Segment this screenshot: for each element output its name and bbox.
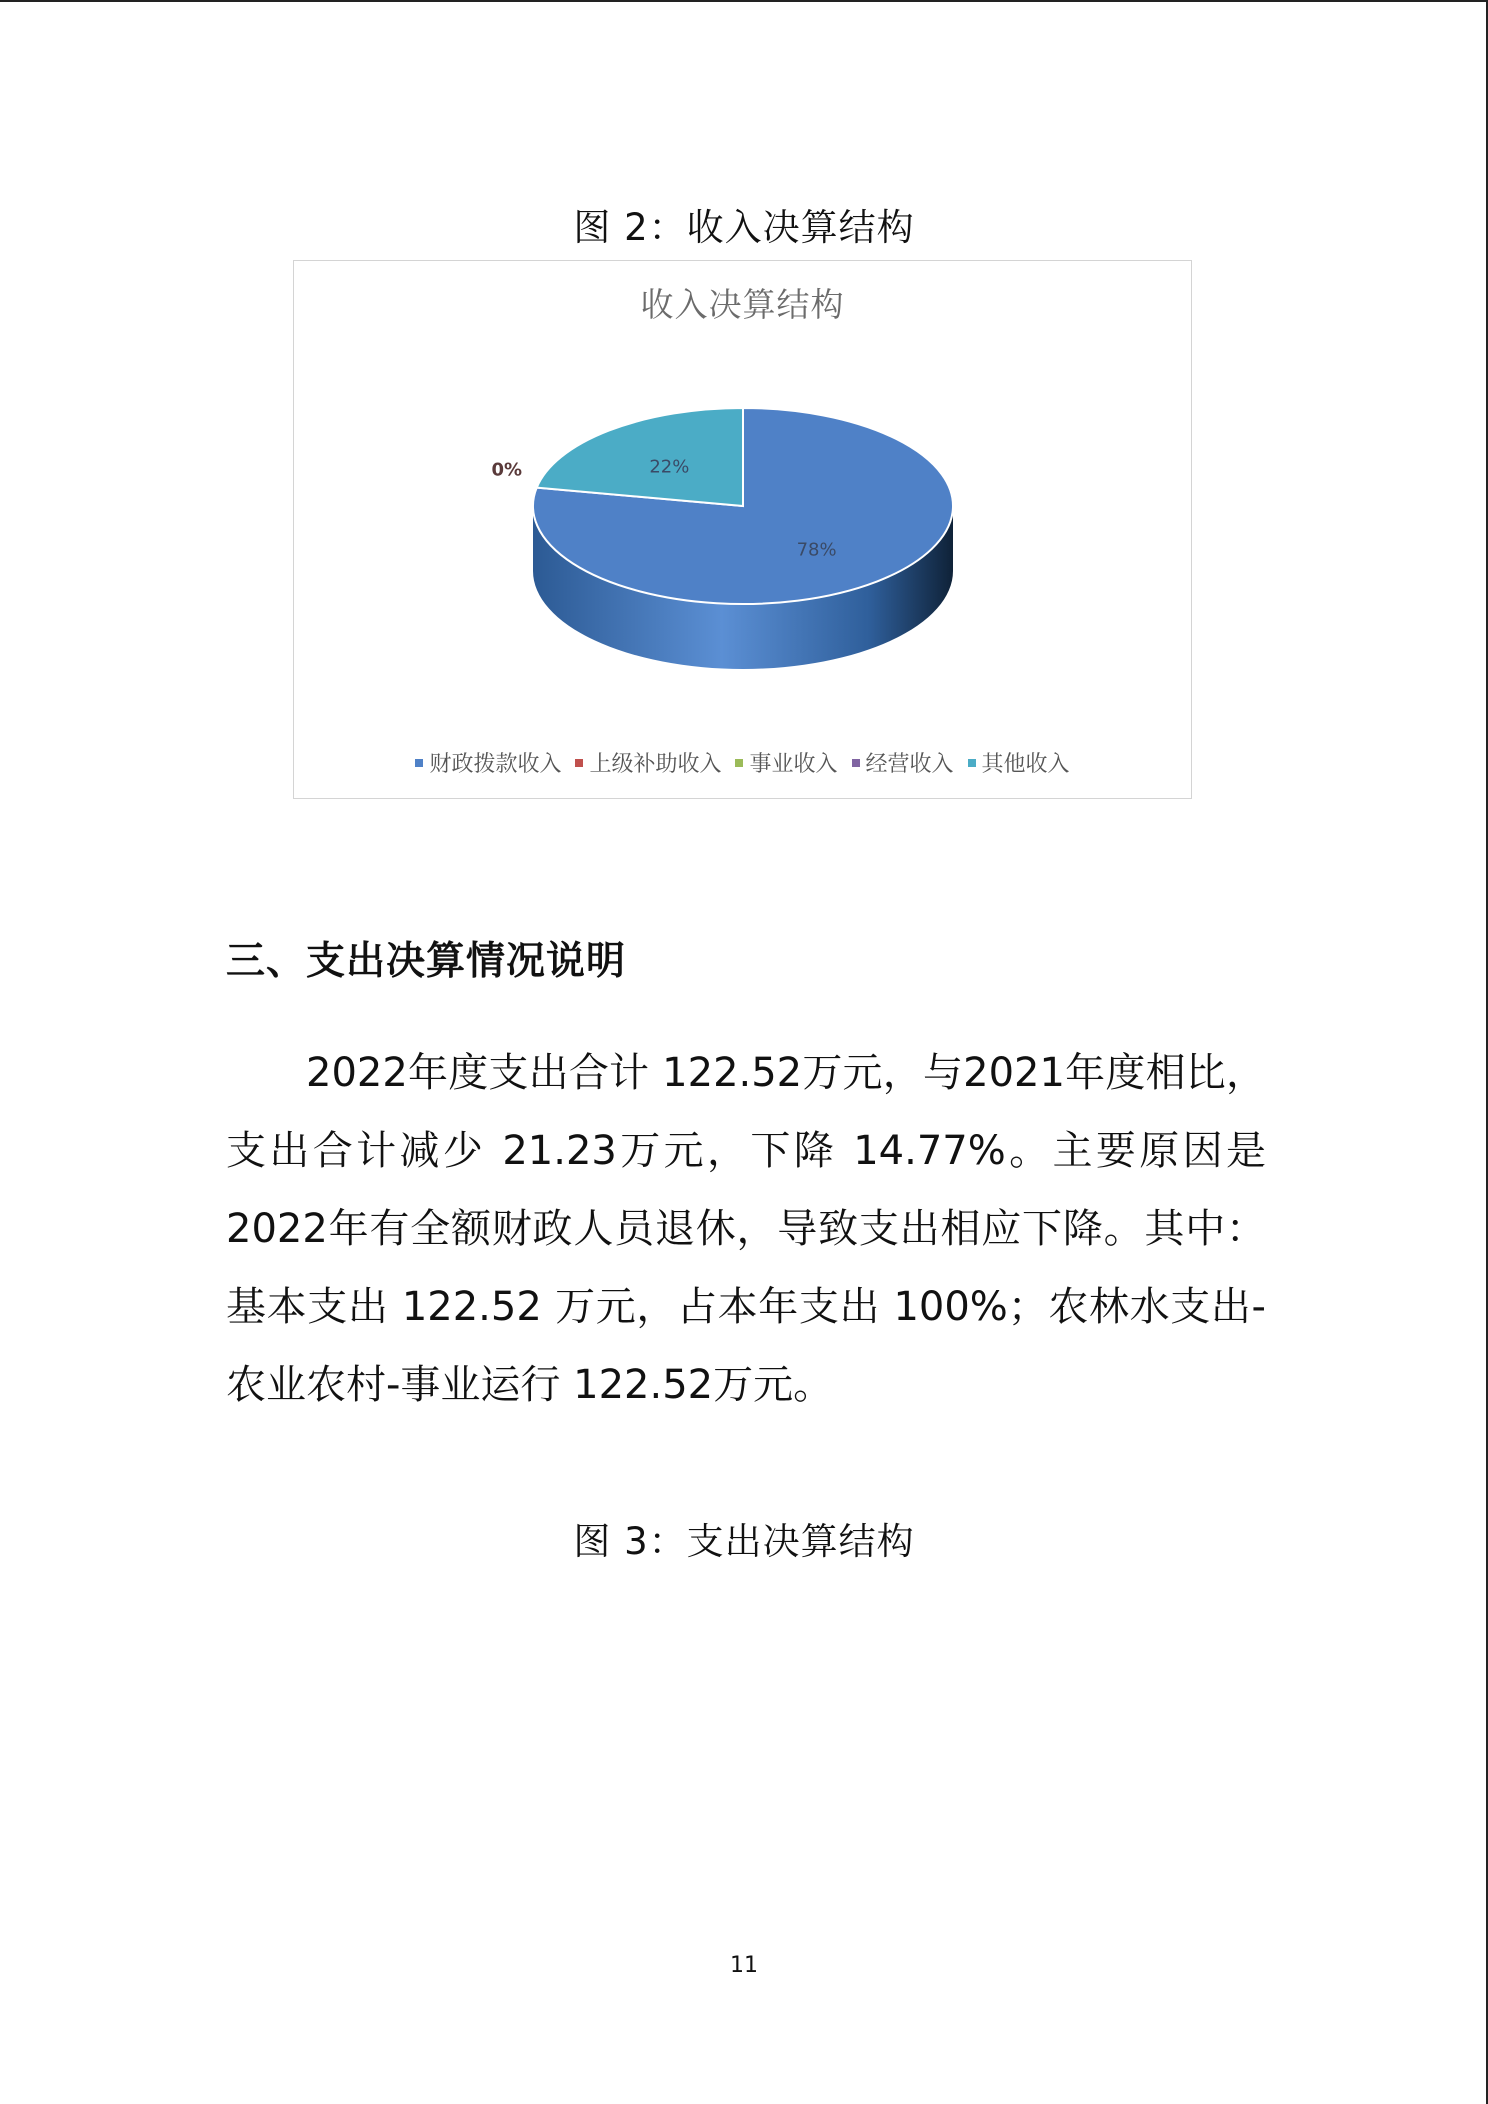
chart-legend (294, 747, 1191, 778)
legend-label: 经营收入 (865, 752, 954, 777)
legend-swatch (575, 759, 583, 767)
pie-chart-svg (294, 261, 1193, 800)
legend-item (735, 747, 837, 778)
figure-2-caption: 图 2：收入决算结构 (573, 206, 915, 249)
income-structure-chart (293, 260, 1192, 799)
section-heading: 三、支出决算情况说明 (226, 939, 627, 984)
legend-swatch (852, 759, 860, 767)
legend-label: 财政拨款收入 (429, 752, 562, 777)
legend-label: 其他收入 (981, 752, 1070, 777)
page-number: 11 (730, 1953, 758, 1978)
pie-data-label: 22% (649, 456, 690, 478)
pie-data-label: 78% (796, 539, 837, 561)
legend-item (575, 747, 721, 778)
legend-item (852, 747, 954, 778)
legend-item (968, 747, 1070, 778)
legend-item (415, 747, 561, 778)
legend-swatch (968, 759, 976, 767)
legend-swatch (415, 759, 423, 767)
legend-swatch (735, 759, 743, 767)
page-border (0, 0, 1488, 2)
body-paragraph: 2022年度支出合计 122.52万元，与2021年度相比，支出合计减少 21.23万元，下降 14.77%。主要原因是2022年有全额财政人员退休，导致支出相应下降。其中：基本支出 122.52 万元，占本年支出 100%；农林水支出-农业农村-事业运行 122.52万元。 (226, 1050, 1266, 1408)
pie-data-label: 0% (491, 459, 523, 481)
legend-label: 事业收入 (749, 752, 838, 777)
chart-title: 收入决算结构 (640, 285, 845, 324)
figure-3-caption: 图 3：支出决算结构 (573, 1520, 915, 1563)
legend-label: 上级补助收入 (589, 752, 722, 777)
pie-slice (537, 408, 743, 506)
